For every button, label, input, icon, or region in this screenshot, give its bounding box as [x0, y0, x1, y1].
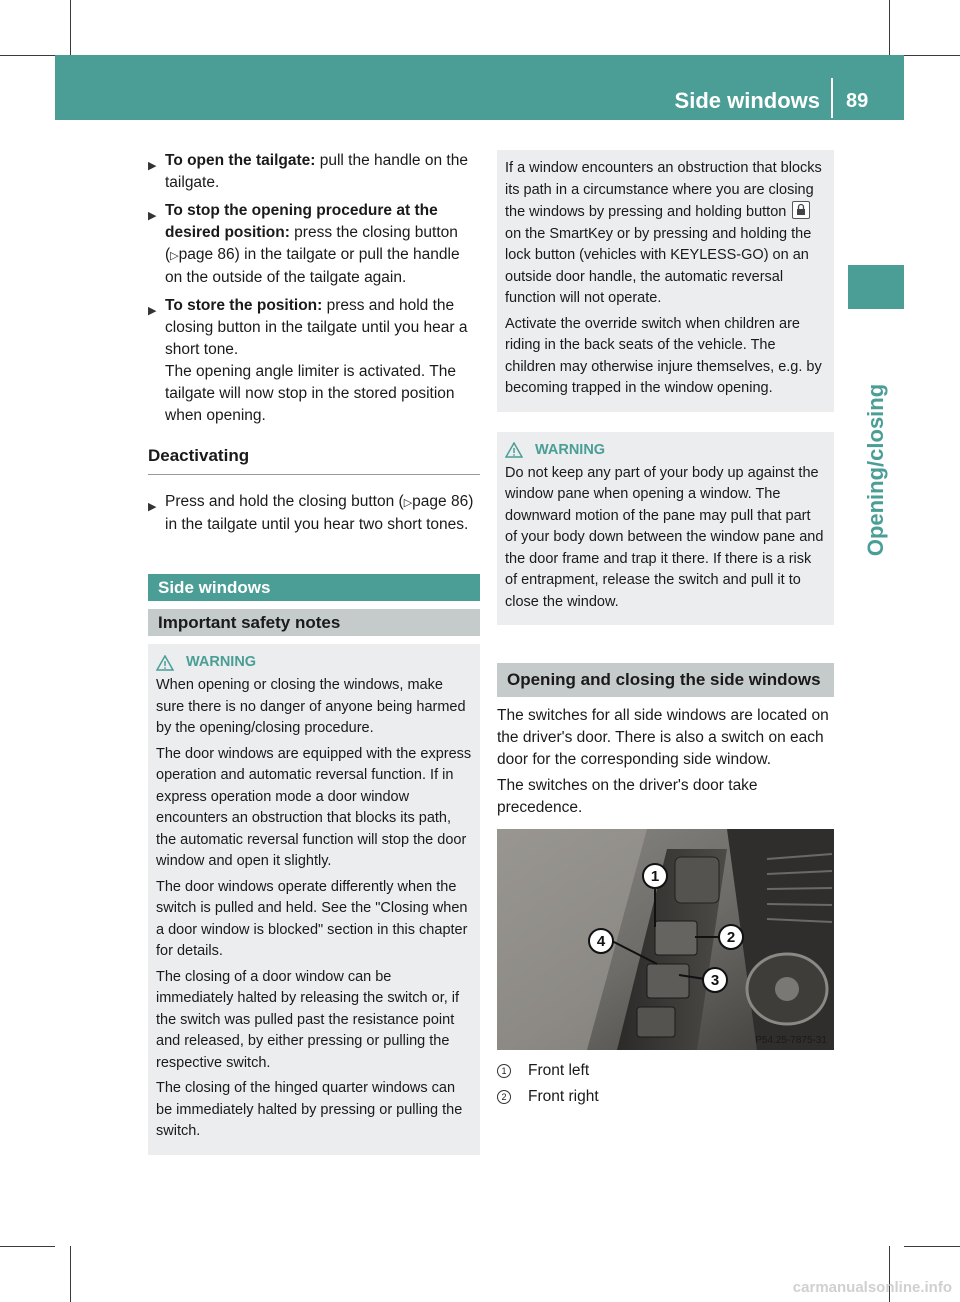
- chapter-tab-label: Opening/closing: [863, 383, 888, 557]
- legend-number: 1: [497, 1064, 511, 1078]
- body-paragraph: The switches on the driver's door take precedence.: [497, 777, 758, 816]
- callout-number: 2: [726, 929, 736, 946]
- step-text: ) in the tailgate or pull the handle on the outside of the tailgate again.: [165, 246, 460, 286]
- step-deactivate: [148, 491, 480, 536]
- photo-code: P54.25-7875-31: [755, 1035, 827, 1046]
- note-paragraph: [505, 158, 826, 310]
- body-paragraph: The switches for all side windows are located on the driver's door. There is also a switch on each door for the corresponding side window.: [497, 707, 829, 768]
- callout-number: 1: [650, 868, 660, 885]
- warning-triangle-icon: [156, 655, 174, 671]
- footer-watermark: carmanualsonline.info: [792, 1279, 952, 1296]
- warning-box: [148, 644, 480, 1155]
- crop-mark: [889, 0, 890, 55]
- legend-label: Front right: [528, 1088, 599, 1105]
- callout-number: 3: [710, 972, 720, 989]
- note-text: If a window encounters an obstruction that blocks its path in a circumstance where you are closing the windows by pressing and holding button: [505, 160, 822, 220]
- warning-label: WARNING: [535, 441, 606, 458]
- header-section-title: Side windows: [674, 88, 820, 113]
- legend-item: [497, 1086, 834, 1108]
- step-text: ) in the tailgate until you hear two short tones.: [165, 493, 474, 533]
- step-text: pull the handle on the tailgate.: [165, 152, 468, 191]
- step-text: press the closing button (: [165, 224, 458, 263]
- step-label: To store the position:: [165, 297, 323, 314]
- step-store-position: [148, 295, 480, 427]
- step-label: To open the tailgate:: [165, 152, 316, 169]
- warning-heading: [505, 440, 826, 461]
- legend: [497, 1060, 834, 1108]
- crop-mark: [904, 1246, 960, 1247]
- crop-mark: [0, 1246, 55, 1247]
- warning-heading: [156, 652, 472, 673]
- header-divider: [831, 78, 833, 118]
- page-reference-link[interactable]: page 86: [412, 493, 469, 510]
- note-box: [497, 150, 834, 412]
- opening-closing-heading: Opening and closing the side windows: [497, 663, 834, 697]
- warning-paragraph: When opening or closing the windows, make sure there is no danger of anyone being harmed by the opening/closing procedure.: [156, 677, 466, 736]
- warning-paragraph: The door windows are equipped with the express operation and automatic reversal function. If in express operation mode a door window encounters an obstruction that blocks its path, the automatic reversal function will stop the door window and open it slightly.: [156, 745, 472, 869]
- chapter-tab-marker: [848, 265, 904, 309]
- deactivating-heading: Deactivating: [148, 445, 480, 475]
- warning-paragraph: The closing of the hinged quarter windows can be immediately halted by pressing or pulling the switch.: [156, 1080, 463, 1139]
- legend-item: [497, 1060, 834, 1082]
- step-arrow-icon: ▶: [148, 210, 157, 222]
- section-title-bar: Side windows: [148, 574, 480, 601]
- note-text: on the SmartKey or by pressing and holding the lock button (vehicles with KEYLESS-GO) on an outside door handle, the automatic reversal function will not operate.: [505, 225, 812, 306]
- legend-label: Front left: [528, 1062, 590, 1079]
- step-stop-opening: [148, 200, 480, 289]
- legend-number: 2: [497, 1090, 511, 1104]
- door-switch-photo: [497, 829, 834, 1050]
- page-ref-arrow-icon: ▷: [403, 497, 413, 509]
- right-column: [497, 150, 834, 1112]
- subsection-title-bar: Important safety notes: [148, 609, 480, 636]
- step-open-tailgate: [148, 150, 480, 194]
- page-number: 89: [846, 90, 869, 112]
- step-label: To stop the opening procedure at the desired position:: [165, 202, 438, 241]
- step-text: press and hold the closing button in the tailgate until you hear a short tone.: [165, 297, 468, 358]
- step-text: Press and hold the closing button (: [165, 493, 404, 510]
- step-arrow-icon: ▶: [148, 160, 157, 172]
- page-ref-arrow-icon: ▷: [170, 250, 179, 262]
- note-paragraph: Activate the override switch when children are riding in the back seats of the vehicle. The children may otherwise injure themselves, e.g. by becoming trapped in the window opening.: [505, 315, 822, 396]
- step-arrow-icon: ▶: [148, 305, 157, 317]
- left-column: [148, 150, 480, 1155]
- crop-mark: [0, 55, 55, 56]
- warning-paragraph: The door windows operate differently when the switch is pulled and held. See the "Closing when a door window is blocked" section in this chapter for details.: [156, 878, 468, 959]
- lock-key-icon: [792, 201, 810, 219]
- crop-mark: [904, 55, 960, 56]
- warning-label: WARNING: [186, 654, 257, 670]
- crop-mark: [70, 0, 71, 55]
- warning-box: [497, 432, 834, 626]
- warning-triangle-icon: [505, 442, 523, 458]
- step-arrow-icon: ▶: [148, 501, 157, 513]
- step-note: The opening angle limiter is activated. The tailgate will now stop in the stored position when opening.: [165, 363, 456, 424]
- callout-number: 4: [596, 933, 606, 950]
- warning-paragraph: The closing of a door window can be immediately halted by releasing the switch or, if the switch was pulled past the resistance point and released, by either pressing or pulling the respective switch.: [156, 968, 460, 1071]
- page-reference-link[interactable]: page 86: [178, 246, 235, 263]
- door-switch-illustration: [497, 829, 834, 1050]
- warning-paragraph: Do not keep any part of your body up against the window pane when opening a window. The downward motion of the pane may pull that part of your body down between the window pane and the door frame and trap it there. If there is a risk of entrapment, release the switch and pull it to close the window.: [505, 464, 824, 610]
- crop-mark: [70, 1246, 71, 1302]
